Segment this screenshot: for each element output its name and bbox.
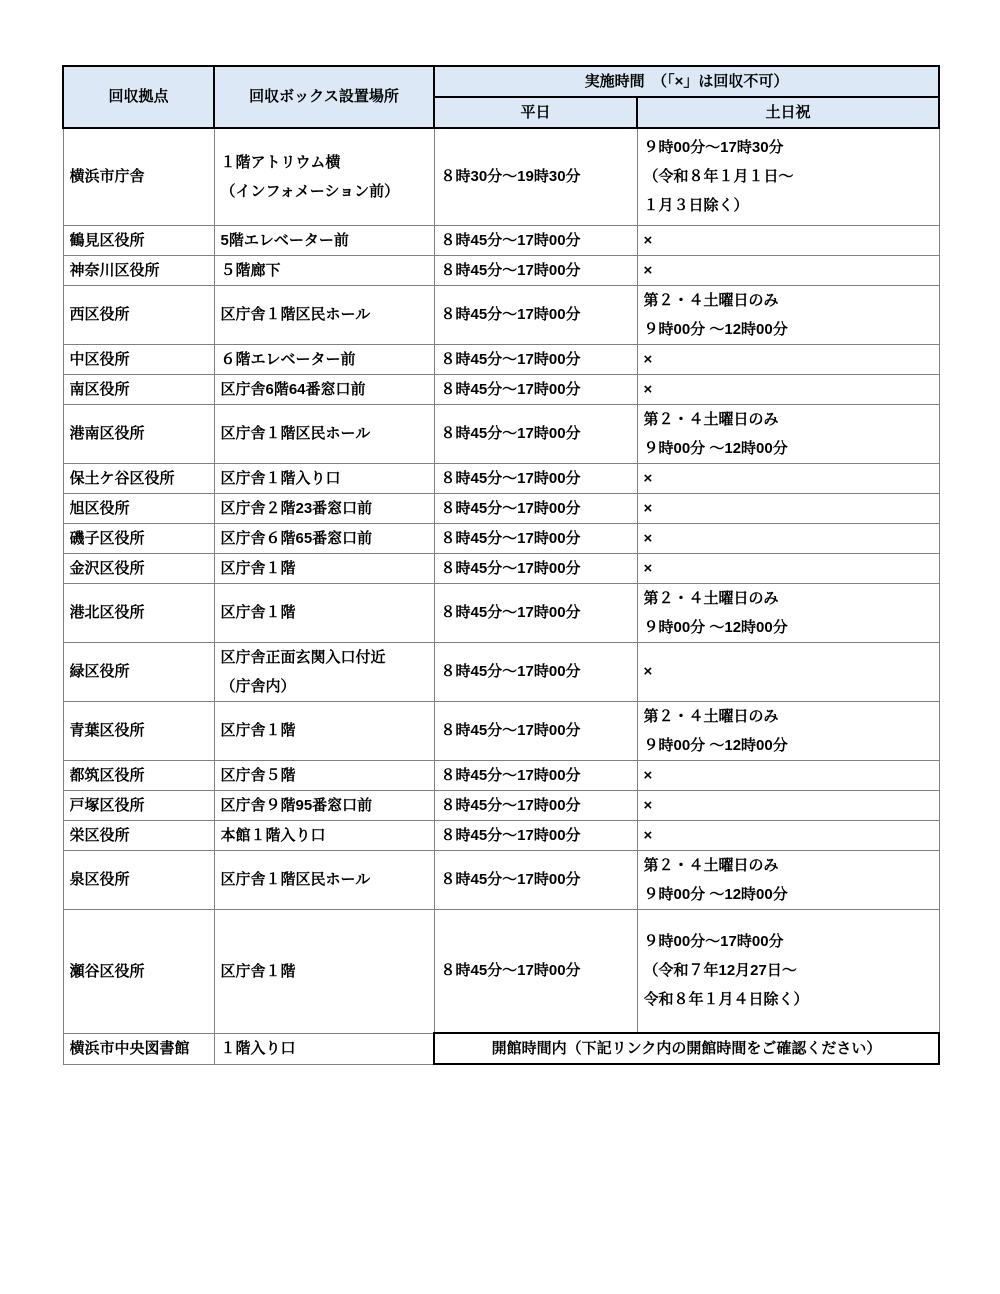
location-cell	[214, 909, 434, 1033]
merged-time-cell	[434, 1033, 939, 1064]
collection-points-table-wrap	[62, 65, 940, 1065]
cell-line: ８時45分～17時00分	[440, 766, 581, 784]
site-cell	[63, 493, 214, 523]
cell-line: ×	[643, 350, 653, 368]
location-cell	[214, 344, 434, 374]
weekday-time-cell	[434, 583, 637, 642]
cell-line: 本館１階入り口	[220, 826, 326, 844]
site-cell	[63, 285, 214, 344]
cell-line: 区庁舎１階区民ホール	[220, 871, 371, 888]
table-row	[63, 285, 939, 344]
weekend-time-cell	[637, 225, 939, 255]
site-cell	[63, 642, 214, 701]
weekday-time-cell	[434, 344, 637, 374]
site-cell	[63, 553, 214, 583]
cell-line: ８時45分～17時00分	[440, 350, 581, 368]
cell-line: １階アトリウム横	[220, 153, 341, 171]
weekday-time-cell	[434, 820, 637, 850]
cell-line: ×	[643, 380, 653, 398]
weekend-time-cell	[637, 790, 939, 820]
cell-line: 第２・４土曜日のみ	[643, 589, 779, 607]
site-cell	[63, 128, 214, 225]
weekend-time-cell	[637, 344, 939, 374]
site-cell	[63, 463, 214, 493]
location-cell	[214, 553, 434, 583]
cell-line: ×	[643, 766, 653, 784]
table-row	[63, 701, 939, 760]
weekday-time-cell	[434, 255, 637, 285]
table-row	[63, 523, 939, 553]
table-row	[63, 255, 939, 285]
weekday-time-cell	[434, 850, 637, 909]
cell-line: ８時45分～17時00分	[440, 469, 581, 487]
cell-line: 区庁舎１階入り口	[220, 469, 341, 487]
weekday-time-cell	[434, 463, 637, 493]
weekday-time-cell	[434, 642, 637, 701]
cell-line: 横浜市中央図書館	[69, 1040, 190, 1057]
cell-line: 金沢区役所	[69, 559, 145, 577]
cell-line: ×	[643, 529, 653, 547]
location-cell	[214, 463, 434, 493]
weekend-time-cell	[637, 909, 939, 1033]
site-cell	[63, 909, 214, 1033]
location-cell	[214, 285, 434, 344]
location-cell	[214, 583, 434, 642]
cell-line: ８時30分～19時30分	[440, 168, 581, 186]
table-row	[63, 850, 939, 909]
table-row	[63, 760, 939, 790]
weekday-time-cell	[434, 285, 637, 344]
site-cell	[63, 404, 214, 463]
cell-line: ８時45分～17時00分	[440, 261, 581, 279]
location-cell	[214, 374, 434, 404]
cell-line: ８時45分～17時00分	[440, 425, 581, 442]
header-weekday: 平日	[434, 97, 637, 128]
cell-line: 泉区役所	[69, 871, 130, 888]
cell-line: 西区役所	[69, 306, 130, 323]
cell-line: ×	[643, 261, 653, 279]
table-row	[63, 493, 939, 523]
collection-points-table	[62, 65, 940, 1065]
cell-line: ×	[643, 826, 653, 844]
site-cell	[63, 374, 214, 404]
weekend-time-cell	[637, 374, 939, 404]
cell-line: 区庁舎１階区民ホール	[220, 425, 371, 442]
table-body	[63, 128, 939, 1064]
table-header	[63, 66, 939, 128]
weekend-time-cell	[637, 850, 939, 909]
cell-line: ９時00分 ～12時00分	[643, 320, 788, 338]
cell-line: ×	[643, 559, 653, 577]
cell-line: 第２・４土曜日のみ	[643, 291, 779, 309]
cell-line: 横浜市庁舎	[69, 168, 145, 186]
weekend-time-cell	[637, 583, 939, 642]
cell-line: ８時45分～17時00分	[440, 499, 581, 517]
table-row	[63, 463, 939, 493]
location-cell	[214, 523, 434, 553]
cell-line: 神奈川区役所	[69, 261, 160, 279]
location-cell	[214, 1033, 434, 1064]
cell-line: ８時45分～17時00分	[440, 231, 581, 249]
table-row	[63, 553, 939, 583]
location-cell	[214, 255, 434, 285]
cell-line: ×	[643, 231, 653, 249]
weekday-time-cell	[434, 128, 637, 225]
site-cell	[63, 523, 214, 553]
site-cell	[63, 255, 214, 285]
cell-line: ×	[643, 499, 653, 517]
site-cell	[63, 344, 214, 374]
cell-line: 緑区役所	[69, 663, 130, 680]
weekend-time-cell	[637, 523, 939, 553]
cell-line: 区庁舎１階	[220, 559, 296, 577]
location-cell	[214, 850, 434, 909]
cell-line: ×	[643, 796, 653, 814]
cell-line: 磯子区役所	[69, 529, 145, 547]
cell-line: ９時00分 ～12時00分	[643, 439, 788, 457]
weekend-time-cell	[637, 760, 939, 790]
weekend-time-cell	[637, 463, 939, 493]
cell-line: 中区役所	[69, 350, 130, 368]
table-row	[63, 583, 939, 642]
cell-line: 旭区役所	[69, 499, 130, 517]
cell-line: ５階廊下	[220, 261, 281, 279]
site-cell	[63, 850, 214, 909]
site-cell	[63, 1033, 214, 1064]
header-location: 回収ボックス設置場所	[214, 66, 434, 128]
cell-line: ８時45分～17時00分	[440, 663, 581, 680]
cell-line: 戸塚区役所	[69, 796, 145, 814]
cell-line: ８時45分～17時00分	[440, 559, 581, 577]
site-cell	[63, 225, 214, 255]
cell-line: 区庁舎９階95番窓口前	[220, 796, 373, 814]
cell-line: 鶴見区役所	[69, 231, 145, 249]
cell-line: 令和８年１月４日除く）	[643, 991, 809, 1009]
weekday-time-cell	[434, 553, 637, 583]
weekday-time-cell	[434, 701, 637, 760]
weekday-time-cell	[434, 523, 637, 553]
site-cell	[63, 701, 214, 760]
cell-line: ６階エレベーター前	[220, 350, 356, 368]
cell-line: 第２・４土曜日のみ	[643, 707, 779, 725]
cell-line: ９時00分 ～12時00分	[643, 885, 788, 903]
weekday-time-cell	[434, 225, 637, 255]
table-row	[63, 344, 939, 374]
cell-line: 区庁舎６階65番窓口前	[220, 529, 373, 547]
weekday-time-cell	[434, 760, 637, 790]
site-cell	[63, 820, 214, 850]
cell-line: 栄区役所	[69, 826, 130, 844]
cell-line: 南区役所	[69, 380, 130, 398]
location-cell	[214, 820, 434, 850]
weekday-time-cell	[434, 374, 637, 404]
table-row	[63, 374, 939, 404]
weekend-time-cell	[637, 128, 939, 225]
location-cell	[214, 701, 434, 760]
location-cell	[214, 128, 434, 225]
cell-line: ９時00分 ～12時00分	[643, 736, 788, 754]
cell-line: 5階エレベーター前	[220, 231, 349, 249]
cell-line: ８時45分～17時00分	[440, 380, 581, 398]
header-weekend: 土日祝	[637, 97, 939, 128]
weekend-time-cell	[637, 493, 939, 523]
table-row	[63, 128, 939, 225]
site-cell	[63, 790, 214, 820]
cell-line: 第２・４土曜日のみ	[643, 856, 779, 874]
weekend-time-cell	[637, 285, 939, 344]
weekend-time-cell	[637, 255, 939, 285]
table-row	[63, 404, 939, 463]
cell-line: （令和８年１月１日～	[643, 168, 794, 186]
cell-line: １階入り口	[220, 1040, 296, 1057]
weekday-time-cell	[434, 909, 637, 1033]
weekday-time-cell	[434, 404, 637, 463]
cell-line: 港北区役所	[69, 604, 145, 621]
header-site: 回収拠点	[63, 66, 214, 128]
weekend-time-cell	[637, 701, 939, 760]
table-row	[63, 909, 939, 1033]
table-row	[63, 790, 939, 820]
cell-line: 保土ケ谷区役所	[69, 469, 175, 487]
location-cell	[214, 225, 434, 255]
table-row	[63, 1033, 939, 1064]
cell-line: 都筑区役所	[69, 766, 145, 784]
location-cell	[214, 642, 434, 701]
cell-line: ８時45分～17時00分	[440, 604, 581, 621]
cell-line: 港南区役所	[69, 425, 145, 442]
location-cell	[214, 404, 434, 463]
cell-line: 開館時間内（下記リンク内の開館時間をご確認ください）	[491, 1040, 882, 1057]
weekend-time-cell	[637, 820, 939, 850]
cell-line: ８時45分～17時00分	[440, 826, 581, 844]
table-row	[63, 820, 939, 850]
cell-line: 区庁舎２階23番窓口前	[220, 499, 373, 517]
weekday-time-cell	[434, 493, 637, 523]
table-row	[63, 225, 939, 255]
cell-line: ８時45分～17時00分	[440, 306, 581, 323]
header-row-1	[63, 66, 939, 97]
cell-line: ９時00分～17時00分	[643, 933, 784, 951]
weekend-time-cell	[637, 553, 939, 583]
location-cell	[214, 790, 434, 820]
site-cell	[63, 583, 214, 642]
cell-line: （令和７年12月27日～	[643, 962, 797, 980]
cell-line: 第２・４土曜日のみ	[643, 410, 779, 428]
cell-line: 区庁舎正面玄関入口付近	[220, 648, 386, 666]
cell-line: ８時45分～17時00分	[440, 529, 581, 547]
cell-line: ×	[643, 469, 653, 487]
weekend-time-cell	[637, 642, 939, 701]
cell-line: 区庁舎１階	[220, 722, 296, 739]
cell-line: ×	[643, 663, 653, 680]
location-cell	[214, 493, 434, 523]
cell-line: 区庁舎6階64番窓口前	[220, 380, 366, 398]
cell-line: １月３日除く）	[643, 197, 749, 215]
cell-line: ９時00分 ～12時00分	[643, 618, 788, 636]
cell-line: 区庁舎１階	[220, 604, 296, 621]
header-time-group: 実施時間 （「×」は回収不可）	[434, 66, 939, 97]
cell-line: ８時45分～17時00分	[440, 796, 581, 814]
weekend-time-cell	[637, 404, 939, 463]
weekday-time-cell	[434, 790, 637, 820]
cell-line: 区庁舎５階	[220, 766, 296, 784]
table-row	[63, 642, 939, 701]
site-cell	[63, 760, 214, 790]
cell-line: ９時00分～17時30分	[643, 139, 784, 157]
cell-line: ８時45分～17時00分	[440, 871, 581, 888]
cell-line: 区庁舎１階区民ホール	[220, 306, 371, 323]
cell-line: 区庁舎１階	[220, 962, 296, 980]
cell-line: 瀬谷区役所	[69, 962, 145, 980]
cell-line: 青葉区役所	[69, 722, 145, 739]
cell-line: （庁舎内）	[220, 677, 296, 695]
location-cell	[214, 760, 434, 790]
cell-line: ８時45分～17時00分	[440, 722, 581, 739]
cell-line: （インフォメーション前）	[220, 182, 400, 200]
cell-line: ８時45分～17時00分	[440, 962, 581, 980]
